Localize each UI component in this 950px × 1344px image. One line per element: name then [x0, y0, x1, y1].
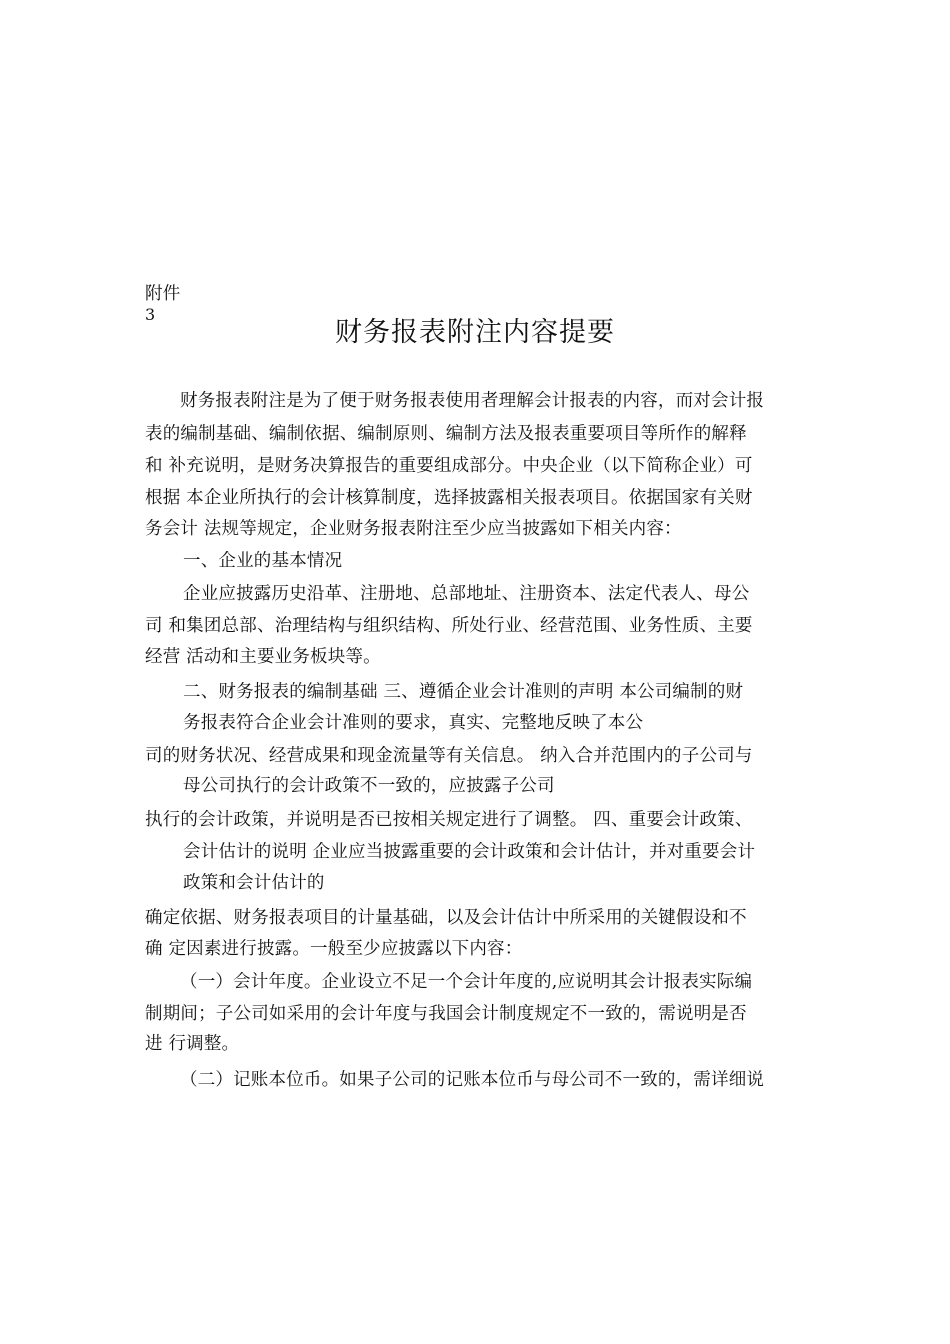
text-line: 根据 本企业所执行的会计核算制度，选择披露相关报表项目。依据国家有关财: [145, 488, 753, 508]
text-line: 务会计 法规等规定，企业财务报表附注至少应当披露如下相关内容：: [145, 519, 682, 539]
text-line: 会计估计的说明 企业应当披露重要的会计政策和会计估计，并对重要会计: [183, 842, 756, 862]
text-line: 确 定因素进行披露。一般至少应披露以下内容：: [145, 939, 523, 959]
text-line: 企业应披露历史沿革、注册地、总部地址、注册资本、法定代表人、母公: [183, 584, 750, 604]
text-line: 表的编制基础、编制依据、编制原则、编制方法及报表重要项目等所作的解释: [145, 424, 747, 444]
text-line: （一）会计年度。企业设立不足一个会计年度的,应说明其会计报表实际编: [180, 972, 753, 992]
attachment-number: 3: [145, 305, 156, 324]
text-line: 务报表符合企业会计准则的要求，真实、完整地反映了本公: [183, 713, 644, 733]
text-line: 母公司执行的会计政策不一致的，应披露子公司: [183, 776, 555, 796]
document-title: 财务报表附注内容提要: [335, 317, 615, 348]
text-line: 司 和集团总部、治理结构与组织结构、所处行业、经营范围、业务性质、主要: [145, 616, 753, 636]
text-line: 司的财务状况、经营成果和现金流量等有关信息。 纳入合并范围内的子公司与: [145, 746, 753, 766]
text-line: 二、财务报表的编制基础 三、遵循企业会计准则的声明 本公司编制的财: [183, 682, 744, 702]
text-line: 政策和会计估计的: [183, 873, 325, 893]
text-line: 制期间；子公司如采用的会计年度与我国会计制度规定不一致的，需说明是否: [145, 1004, 747, 1024]
section-heading: 一、企业的基本情况: [183, 551, 343, 571]
text-line: 财务报表附注是为了便于财务报表使用者理解会计报表的内容，而对会计报: [180, 391, 765, 411]
attachment-label: 附件: [145, 284, 181, 304]
text-line: 执行的会计政策，并说明是否已按相关规定进行了调整。 四、重要会计政策、: [145, 810, 753, 830]
text-line: 进 行调整。: [145, 1034, 240, 1054]
text-line: 和 补充说明，是财务决算报告的重要组成部分。中央企业（以下简称企业）可: [145, 456, 753, 476]
text-line: 经营 活动和主要业务板块等。: [145, 647, 381, 667]
text-line: 确定依据、财务报表项目的计量基础，以及会计估计中所采用的关键假设和不: [145, 908, 747, 928]
text-line: （二）记账本位币。如果子公司的记账本位币与母公司不一致的，需详细说: [180, 1070, 765, 1090]
